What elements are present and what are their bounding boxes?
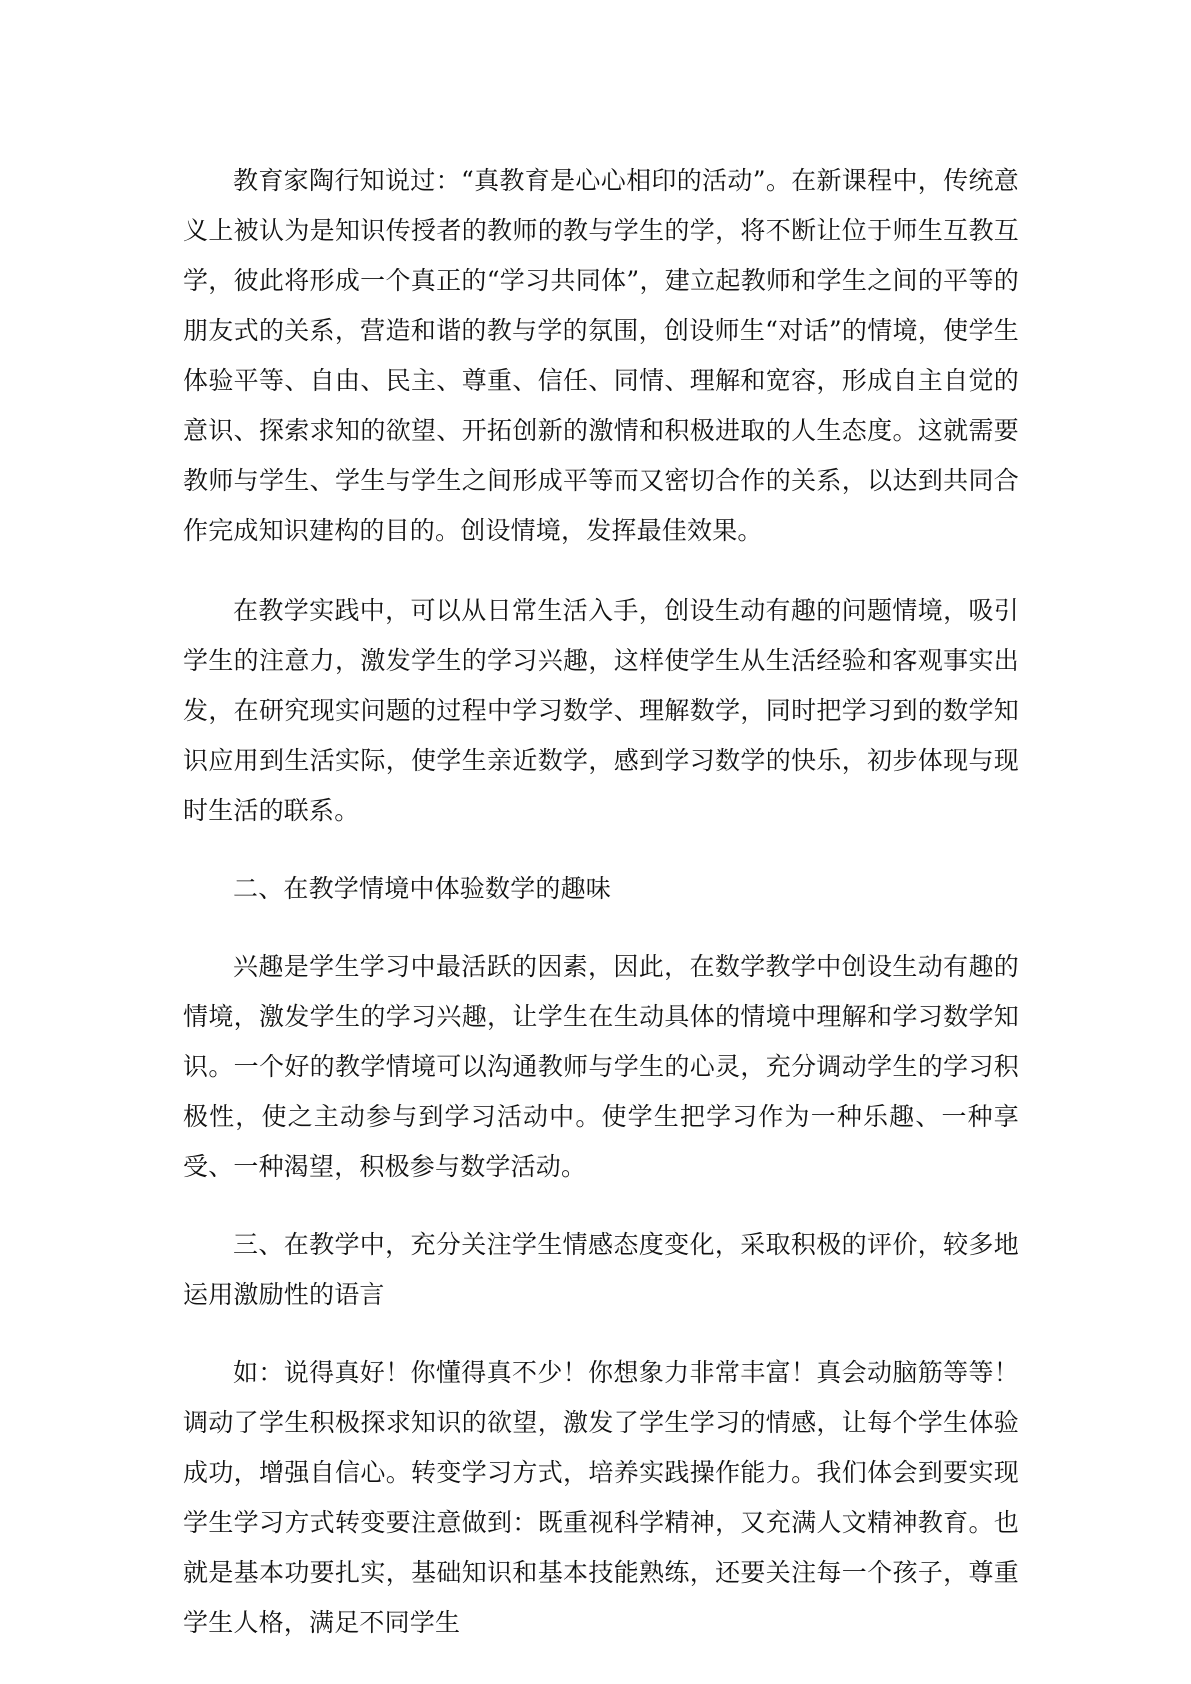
paragraph-intro: 教育家陶行知说过：“真教育是心心相印的活动”。在新课程中，传统意义上被认为是知识传授者的教师的教与学生的学，将不断让位于师生互教互学，彼此将形成一个真正的“学习共同体”，建立起教师和学生之间的平等的朋友式的关系，营造和谐的教与学的氛围，创设师生“对话”的情境，使学生体验平等、自由、民主、尊重、信任、同情、理解和宽容，形成自主自觉的意识、探索求知的欲望、开拓创新的激情和积极进取的人生态度。这就需要教师与学生、学生与学生之间形成平等而又密切合作的关系，以达到共同合作完成知识建构的目的。创设情境，发挥最佳效果。 [183, 166, 1019, 545]
paragraph-interest: 兴趣是学生学习中最活跃的因素，因此，在数学教学中创设生动有趣的情境，激发学生的学习兴趣，让学生在生动具体的情境中理解和学习数学知识。一个好的教学情境可以沟通教师与学生的心灵，充分调动学生的学习积极性，使之主动参与到学习活动中。使学生把学习作为一种乐趣、一种享受、一种渴望，积极参与数学活动。 [183, 952, 1019, 1181]
section-heading-3: 三、在教学中，充分关注学生情感态度变化，采取积极的评价，较多地运用激励性的语言 [183, 1230, 1019, 1309]
section-heading-2: 二、在教学情境中体验数学的趣味 [233, 874, 612, 903]
document-body [183, 156, 1019, 1648]
paragraph-encouragement: 如：说得真好！你懂得真不少！你想象力非常丰富！真会动脑筋等等！调动了学生积极探求知识的欲望，激发了学生学习的情感，让每个学生体验成功，增强自信心。转变学习方式，培养实践操作能力。我们体会到要实现学生学习方式转变要注意做到：既重视科学精神，又充满人文精神教育。也就是基本功要扎实，基础知识和基本技能熟练，还要关注每一个孩子，尊重学生人格，满足不同学生 [183, 1358, 1019, 1637]
paragraph-teaching-practice: 在教学实践中，可以从日常生活入手，创设生动有趣的问题情境，吸引学生的注意力，激发学生的学习兴趣，这样使学生从生活经验和客观事实出发，在研究现实问题的过程中学习数学、理解数学，同时把学习到的数学知识应用到生活实际，使学生亲近数学，感到学习数学的快乐，初步体现与现时生活的联系。 [183, 596, 1019, 825]
